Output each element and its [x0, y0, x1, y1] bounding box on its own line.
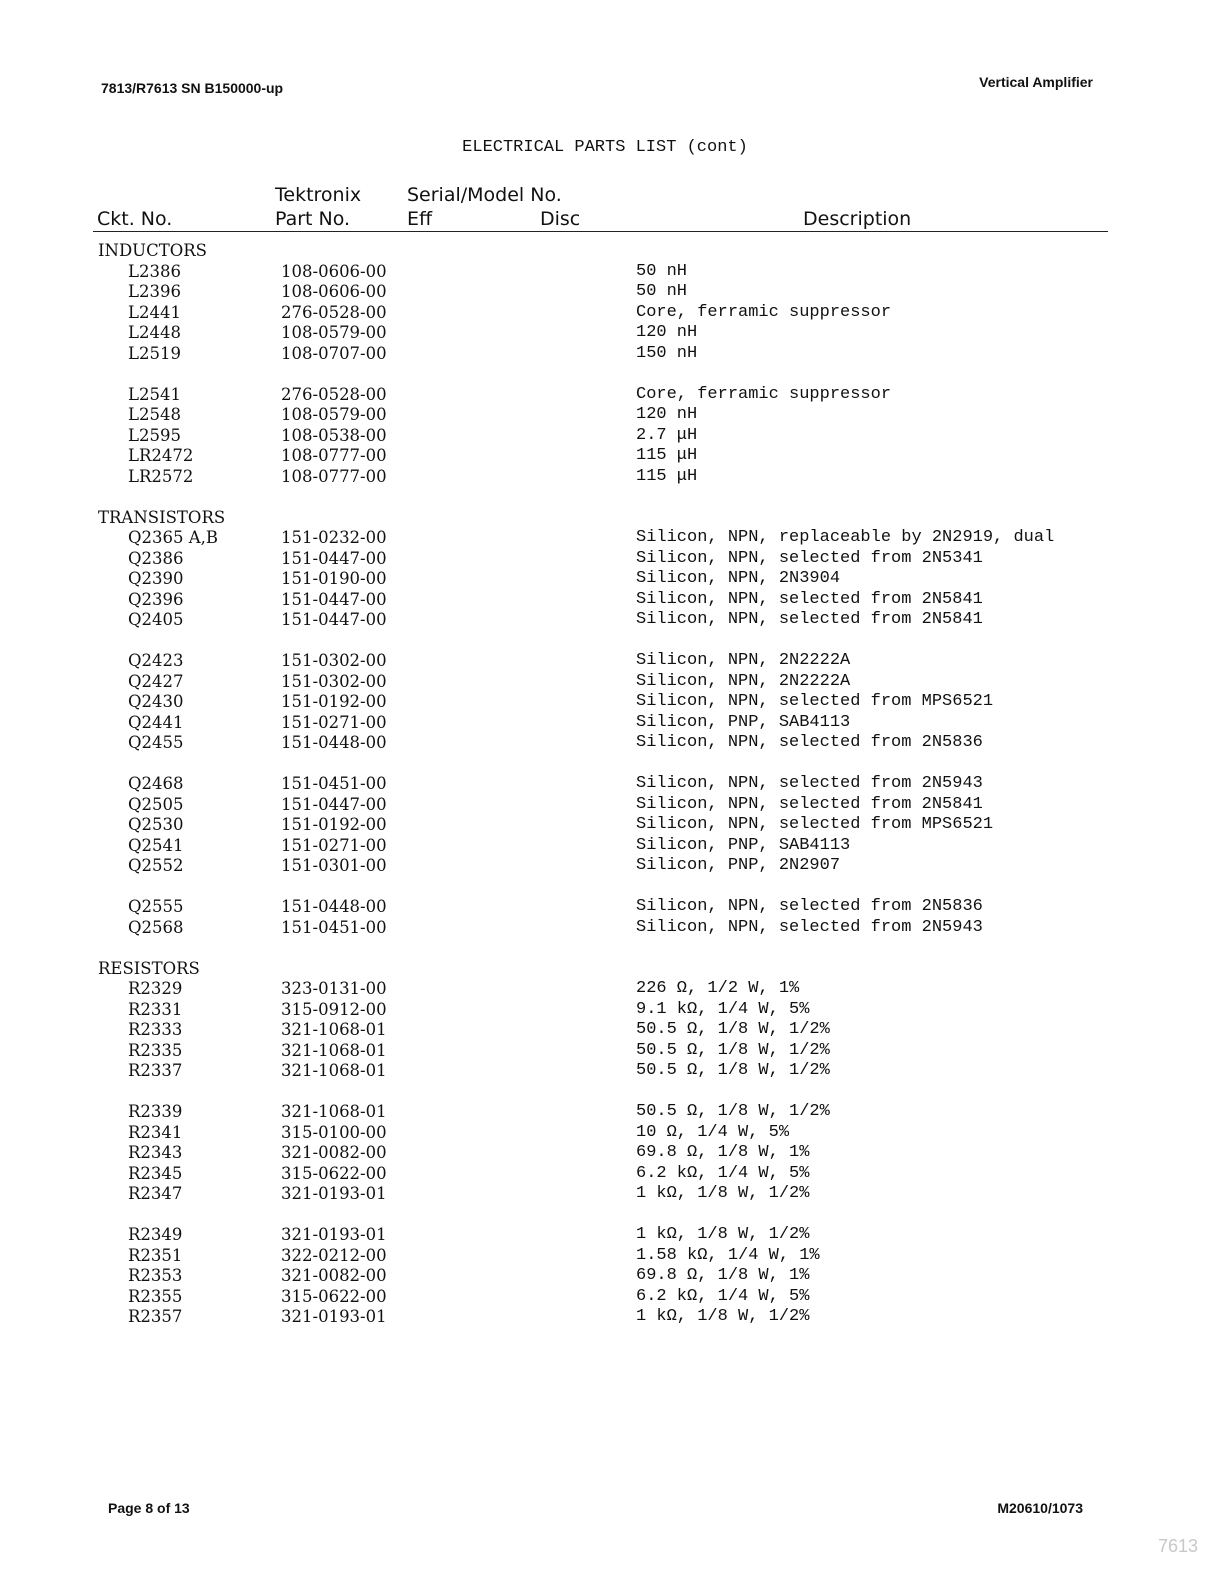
table-row	[0, 1123, 1230, 1144]
ckt-number: R2329	[128, 979, 183, 998]
table-row	[0, 1246, 1230, 1267]
part-number: 151-0190-00	[281, 569, 387, 588]
part-description: Silicon, NPN, 2N3904	[636, 569, 841, 588]
table-row	[0, 446, 1230, 467]
table-row	[0, 303, 1230, 324]
part-description: 2.7 μH	[636, 425, 698, 445]
part-description: 1 kΩ, 1/8 W, 1/2%	[636, 1307, 810, 1326]
part-description: Silicon, NPN, selected from MPS6521	[636, 815, 994, 834]
table-row	[0, 651, 1230, 672]
part-description: Silicon, NPN, selected from 2N5341	[636, 548, 983, 568]
col-serial-model: Serial/Model No.	[407, 184, 562, 206]
part-number: 321-0082-00	[281, 1143, 387, 1162]
part-number: 151-0302-00	[281, 671, 387, 691]
section-heading	[0, 241, 1230, 262]
row-spacer	[0, 631, 1230, 652]
header-model: 7813/R7613 SN B150000-up	[101, 80, 284, 96]
part-description: Silicon, PNP, SAB4113	[636, 712, 851, 732]
part-description: Core, ferramic suppressor	[636, 302, 892, 322]
ckt-number: R2345	[128, 1163, 183, 1183]
part-number: 315-0622-00	[281, 1286, 387, 1306]
part-number: 321-1068-01	[281, 1040, 387, 1060]
table-row	[0, 672, 1230, 693]
table-row	[0, 610, 1230, 631]
table-row	[0, 1061, 1230, 1082]
table-row	[0, 262, 1230, 283]
row-spacer	[0, 877, 1230, 898]
row-spacer	[0, 1205, 1230, 1226]
col-part-no: Part No.	[275, 208, 351, 230]
table-row	[0, 1000, 1230, 1021]
part-description: 50 nH	[636, 261, 688, 281]
document-code: M20610/1073	[997, 1500, 1083, 1516]
ckt-number: Q2423	[128, 651, 184, 670]
table-row	[0, 323, 1230, 344]
part-number: 108-0606-00	[281, 282, 387, 301]
table-row	[0, 1307, 1230, 1328]
part-number: 321-1068-01	[281, 1102, 387, 1121]
part-number: 151-0447-00	[281, 548, 387, 568]
ckt-number: Q2386	[128, 548, 184, 568]
ckt-number: Q2468	[128, 774, 184, 793]
part-number: 276-0528-00	[281, 384, 387, 404]
table-row	[0, 815, 1230, 836]
part-description: 115 μH	[636, 446, 698, 465]
part-number: 151-0448-00	[281, 733, 387, 752]
table-row	[0, 344, 1230, 365]
header-rule	[93, 231, 1108, 232]
part-description: Silicon, NPN, selected from 2N5841	[636, 610, 983, 629]
part-number: 108-0777-00	[281, 446, 387, 465]
ckt-number: Q2427	[128, 671, 184, 691]
part-number: 321-0082-00	[281, 1266, 387, 1285]
col-ckt-no: Ckt. No.	[97, 208, 173, 230]
row-spacer	[0, 364, 1230, 385]
table-row	[0, 692, 1230, 713]
part-description: 1.58 kΩ, 1/4 W, 1%	[636, 1245, 820, 1265]
part-description: 9.1 kΩ, 1/4 W, 5%	[636, 999, 810, 1019]
ckt-number: L2448	[128, 323, 181, 342]
table-row	[0, 405, 1230, 426]
table-row	[0, 1184, 1230, 1205]
ckt-number: Q2455	[128, 733, 184, 752]
col-eff: Eff	[407, 208, 433, 230]
part-description: 1 kΩ, 1/8 W, 1/2%	[636, 1225, 810, 1244]
part-number: 151-0301-00	[281, 856, 387, 875]
ckt-number: R2355	[128, 1286, 183, 1306]
ckt-number: R2343	[128, 1143, 183, 1162]
part-number: 321-1068-01	[281, 1061, 387, 1080]
watermark: 7613	[1157, 1536, 1198, 1556]
part-description: 50.5 Ω, 1/8 W, 1/2%	[636, 1102, 830, 1121]
table-row	[0, 385, 1230, 406]
table-row	[0, 774, 1230, 795]
ckt-number: Q2396	[128, 589, 184, 609]
part-description: Silicon, NPN, selected from 2N5943	[636, 917, 983, 937]
part-number: 321-0193-01	[281, 1184, 387, 1203]
ckt-number: R2337	[128, 1061, 183, 1080]
ckt-number: Q2441	[128, 712, 184, 732]
table-row	[0, 1225, 1230, 1246]
part-number: 151-0451-00	[281, 774, 387, 793]
part-description: Silicon, NPN, selected from 2N5841	[636, 794, 983, 814]
part-description: Silicon, NPN, selected from 2N5841	[636, 589, 983, 609]
part-number: 151-0232-00	[281, 528, 387, 547]
ckt-number: Q2541	[128, 835, 184, 855]
ckt-number: R2335	[128, 1040, 183, 1060]
table-row	[0, 1020, 1230, 1041]
part-description: 150 nH	[636, 343, 698, 363]
part-description: Silicon, NPN, 2N2222A	[636, 671, 851, 691]
part-description: Silicon, PNP, 2N2907	[636, 856, 841, 875]
part-description: Silicon, NPN, selected from 2N5943	[636, 774, 983, 793]
part-number: 108-0579-00	[281, 405, 387, 424]
ckt-number: Q2390	[128, 569, 184, 588]
ckt-number: L2541	[128, 384, 181, 404]
ckt-number: LR2572	[128, 466, 194, 486]
ckt-number: Q2568	[128, 917, 184, 937]
page-number: Page 8 of 13	[108, 1500, 190, 1516]
row-spacer	[0, 754, 1230, 775]
part-number: 151-0192-00	[281, 692, 387, 711]
part-description: Core, ferramic suppressor	[636, 384, 892, 404]
ckt-number: Q2365 A,B	[128, 528, 219, 547]
table-row	[0, 467, 1230, 488]
part-description: 115 μH	[636, 466, 698, 486]
part-number: 321-1068-01	[281, 1020, 387, 1039]
ckt-number: L2441	[128, 302, 181, 322]
table-row	[0, 795, 1230, 816]
col-description: Description	[803, 208, 912, 230]
part-number: 321-0193-01	[281, 1225, 387, 1244]
part-number: 108-0606-00	[281, 261, 387, 281]
ckt-number: R2357	[128, 1307, 183, 1326]
ckt-number: Q2430	[128, 692, 184, 711]
part-description: Silicon, PNP, SAB4113	[636, 835, 851, 855]
ckt-number: Q2555	[128, 897, 184, 916]
ckt-number: Q2530	[128, 815, 184, 834]
ckt-number: R2351	[128, 1245, 183, 1265]
table-row	[0, 1164, 1230, 1185]
part-number: 151-0302-00	[281, 651, 387, 670]
ckt-number: R2333	[128, 1020, 183, 1039]
table-row	[0, 979, 1230, 1000]
part-number: 108-0538-00	[281, 425, 387, 445]
part-number: 151-0448-00	[281, 897, 387, 916]
table-row	[0, 836, 1230, 857]
table-row	[0, 1266, 1230, 1287]
part-description: 50.5 Ω, 1/8 W, 1/2%	[636, 1061, 830, 1080]
part-number: 151-0447-00	[281, 610, 387, 629]
section-heading	[0, 508, 1230, 529]
table-row	[0, 1143, 1230, 1164]
table-row	[0, 569, 1230, 590]
section-label: INDUCTORS	[98, 241, 207, 260]
header-section: Vertical Amplifier	[979, 74, 1093, 90]
ckt-number: L2386	[128, 261, 181, 281]
row-spacer	[0, 938, 1230, 959]
part-number: 108-0777-00	[281, 466, 387, 486]
part-description: 10 Ω, 1/4 W, 5%	[636, 1122, 790, 1142]
table-row	[0, 282, 1230, 303]
part-description: Silicon, NPN, 2N2222A	[636, 651, 851, 670]
ckt-number: L2519	[128, 343, 181, 363]
page-title: ELECTRICAL PARTS LIST (cont)	[462, 138, 748, 157]
table-row	[0, 1102, 1230, 1123]
part-number: 151-0447-00	[281, 589, 387, 609]
table-row	[0, 549, 1230, 570]
row-spacer	[0, 1082, 1230, 1103]
part-number: 315-0100-00	[281, 1122, 387, 1142]
part-description: 50 nH	[636, 282, 688, 301]
table-row	[0, 1041, 1230, 1062]
part-number: 323-0131-00	[281, 979, 387, 998]
table-row	[0, 897, 1230, 918]
part-description: 226 Ω, 1/2 W, 1%	[636, 979, 800, 998]
part-number: 108-0707-00	[281, 343, 387, 363]
ckt-number: L2595	[128, 425, 181, 445]
part-description: 50.5 Ω, 1/8 W, 1/2%	[636, 1020, 830, 1039]
part-description: 50.5 Ω, 1/8 W, 1/2%	[636, 1040, 830, 1060]
ckt-number: Q2405	[128, 610, 184, 629]
table-row	[0, 918, 1230, 939]
col-tektronix: Tektronix	[275, 184, 362, 206]
part-description: 120 nH	[636, 323, 698, 342]
ckt-number: LR2472	[128, 446, 194, 465]
table-row	[0, 590, 1230, 611]
table-row	[0, 528, 1230, 549]
table-row	[0, 1287, 1230, 1308]
part-description: 6.2 kΩ, 1/4 W, 5%	[636, 1286, 810, 1306]
ckt-number: R2353	[128, 1266, 183, 1285]
ckt-number: R2341	[128, 1122, 183, 1142]
part-number: 276-0528-00	[281, 302, 387, 322]
ckt-number: R2339	[128, 1102, 183, 1121]
part-description: Silicon, NPN, selected from MPS6521	[636, 692, 994, 711]
section-label: RESISTORS	[98, 958, 200, 978]
part-description: Silicon, NPN, selected from 2N5836	[636, 897, 983, 916]
ckt-number: L2548	[128, 405, 181, 424]
part-number: 151-0451-00	[281, 917, 387, 937]
part-number: 108-0579-00	[281, 323, 387, 342]
part-description: 69.8 Ω, 1/8 W, 1%	[636, 1266, 810, 1285]
part-description: 69.8 Ω, 1/8 W, 1%	[636, 1143, 810, 1162]
table-row	[0, 856, 1230, 877]
section-label: TRANSISTORS	[98, 507, 226, 527]
part-description: Silicon, NPN, replaceable by 2N2919, dual	[636, 528, 1055, 547]
row-spacer	[0, 487, 1230, 508]
table-row	[0, 426, 1230, 447]
part-description: 6.2 kΩ, 1/4 W, 5%	[636, 1163, 810, 1183]
col-disc: Disc	[540, 208, 581, 230]
part-number: 315-0622-00	[281, 1163, 387, 1183]
ckt-number: R2349	[128, 1225, 183, 1244]
part-number: 151-0271-00	[281, 835, 387, 855]
ckt-number: Q2552	[128, 856, 184, 875]
ckt-number: R2331	[128, 999, 183, 1019]
ckt-number: Q2505	[128, 794, 184, 814]
part-number: 321-0193-01	[281, 1307, 387, 1326]
ckt-number: L2396	[128, 282, 181, 301]
parts-list	[0, 241, 1230, 1328]
part-number: 151-0192-00	[281, 815, 387, 834]
part-number: 151-0271-00	[281, 712, 387, 732]
part-description: 120 nH	[636, 405, 698, 424]
table-row	[0, 733, 1230, 754]
section-heading	[0, 959, 1230, 980]
part-number: 322-0212-00	[281, 1245, 387, 1265]
part-description: Silicon, NPN, selected from 2N5836	[636, 733, 983, 752]
part-number: 315-0912-00	[281, 999, 387, 1019]
table-row	[0, 713, 1230, 734]
part-number: 151-0447-00	[281, 794, 387, 814]
ckt-number: R2347	[128, 1184, 183, 1203]
part-description: 1 kΩ, 1/8 W, 1/2%	[636, 1184, 810, 1203]
